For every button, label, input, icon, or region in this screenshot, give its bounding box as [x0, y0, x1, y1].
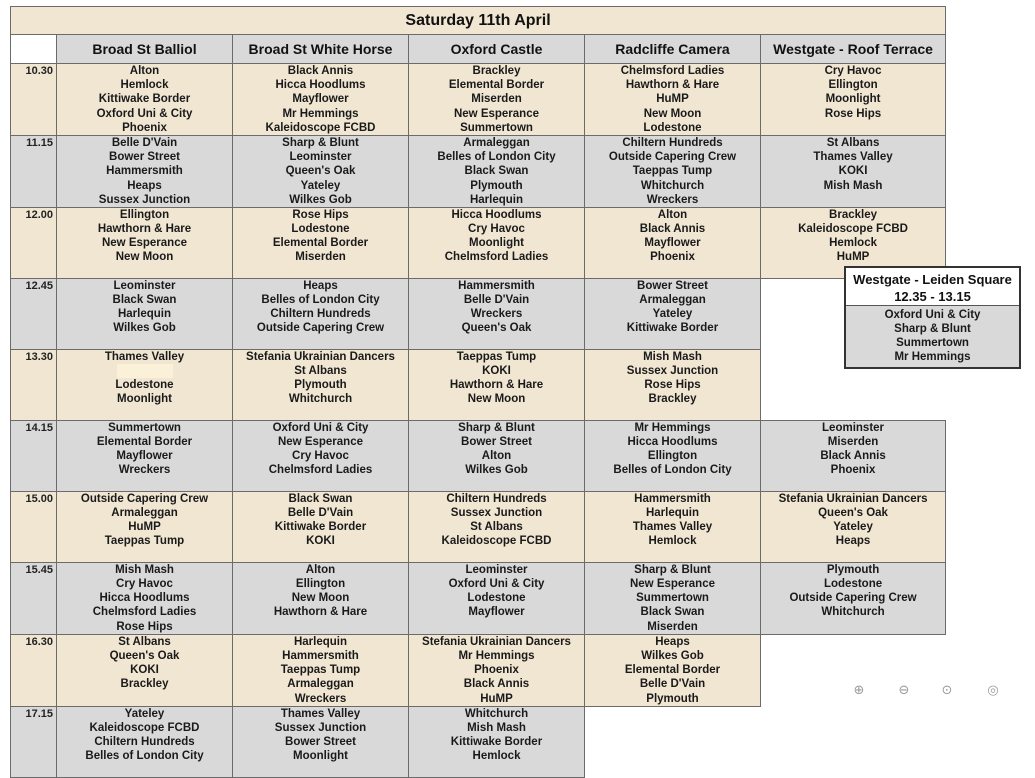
leiden-team: Mr Hemmings	[894, 351, 971, 363]
team-name: Wreckers	[646, 193, 699, 206]
dance-cell	[57, 420, 233, 491]
dance-cell	[57, 491, 233, 562]
team-name: Black Annis	[463, 678, 530, 691]
team-name: Phoenix	[122, 121, 167, 134]
team-name: Black Swan	[640, 606, 705, 619]
dance-cell	[409, 420, 585, 491]
dance-cell	[233, 706, 409, 777]
team-name: Hicca Hoodlums	[451, 208, 542, 221]
team-name: Black Swan	[288, 492, 353, 505]
venue-header: Broad St Balliol	[57, 35, 233, 64]
dance-cell	[585, 420, 761, 491]
team-name: Hawthorn & Hare	[97, 223, 192, 236]
team-name: Lodestone	[467, 592, 526, 605]
dance-cell	[585, 349, 761, 420]
team-name: Ellington	[119, 208, 170, 221]
team-name: Hemlock	[472, 750, 521, 763]
team-name: KOKI	[306, 535, 335, 548]
time-slot-row	[11, 278, 946, 349]
team-name: Whitchurch	[288, 393, 353, 406]
team-name: Stefania Ukrainian Dancers	[246, 350, 395, 363]
time-header-blank	[11, 35, 57, 64]
team-name: Mayflower	[468, 606, 525, 619]
team-name: Chiltern Hundreds	[270, 308, 371, 321]
time-slot-row	[11, 562, 946, 634]
team-name: Thames Valley	[632, 521, 713, 534]
time-slot-row	[11, 706, 946, 777]
time-slot-row	[11, 420, 946, 491]
team-name: Whitchurch	[640, 179, 705, 192]
team-name: Queen's Oak	[818, 507, 888, 520]
team-name: Bower Street	[461, 436, 532, 449]
team-name: Bower Street	[637, 279, 708, 292]
dance-cell	[409, 278, 585, 349]
team-name: Wilkes Gob	[289, 193, 352, 206]
team-name: Yateley	[833, 521, 873, 534]
dance-cell	[585, 135, 761, 207]
schedule-table	[10, 6, 946, 778]
team-name: Ellington	[647, 450, 698, 463]
team-name: Alton	[481, 450, 512, 463]
team-name: Belle D'Vain	[639, 678, 706, 691]
team-name: Rose Hips	[824, 107, 882, 120]
slot-time: 13.30	[11, 349, 57, 420]
leiden-team: Oxford Uni & City	[884, 309, 981, 321]
schedule-sheet	[10, 6, 945, 763]
team-name: Kittiwake Border	[626, 322, 719, 335]
team-name: HuMP	[480, 692, 513, 705]
team-name: Wreckers	[470, 308, 523, 321]
venue-header: Broad St White Horse	[233, 35, 409, 64]
team-name: Hammersmith	[106, 165, 183, 178]
time-slot-row	[11, 349, 946, 420]
dance-cell	[585, 64, 761, 136]
team-name: Whitchurch	[821, 606, 885, 619]
team-name: Elemental Border	[448, 79, 545, 92]
team-name: Mish Mash	[643, 350, 702, 363]
team-name: Plymouth	[646, 692, 699, 705]
team-name: Belle D'Vain	[287, 507, 354, 520]
dance-cell	[57, 706, 233, 777]
team-name: Heaps	[655, 635, 690, 648]
team-name: Bower Street	[109, 151, 180, 164]
team-name: Phoenix	[650, 251, 695, 264]
team-name: Kaleidoscope FCBD	[441, 535, 552, 548]
team-name: Leominster	[822, 421, 885, 434]
slot-time: 11.15	[11, 135, 57, 207]
team-name: Taeppas Tump	[632, 165, 713, 178]
team-name: Rose Hips	[292, 208, 349, 221]
dance-cell	[761, 420, 946, 491]
team-name: Whitchurch	[464, 707, 529, 720]
team-name: Armaleggan	[287, 678, 354, 691]
team-name: Yateley	[652, 308, 693, 321]
team-name: Leominster	[113, 279, 176, 292]
team-name: Belles of London City	[261, 294, 380, 307]
team-name: Heaps	[835, 535, 871, 548]
dance-cell	[409, 349, 585, 420]
team-name: Hemlock	[829, 237, 877, 250]
team-name: Wreckers	[294, 692, 347, 705]
leiden-team-list	[846, 306, 1019, 367]
team-name: Alton	[305, 563, 336, 576]
schedule-title: Saturday 11th April	[11, 7, 946, 35]
team-name: Lodestone	[115, 379, 174, 392]
team-name: New Moon	[291, 592, 350, 605]
time-slot-row	[11, 491, 946, 562]
team-name: KOKI	[130, 664, 159, 677]
team-name: Sharp & Blunt	[458, 421, 535, 434]
leiden-team: Summertown	[896, 337, 969, 349]
slot-time: 14.15	[11, 420, 57, 491]
dance-cell	[761, 562, 946, 634]
team-name: Kaleidoscope FCBD	[89, 721, 200, 734]
team-name: Miserden	[647, 620, 698, 633]
team-name: Miserden	[295, 251, 346, 264]
team-name: Thames Valley	[104, 350, 185, 363]
team-name: Sussex Junction	[626, 365, 719, 378]
team-name: Belles of London City	[613, 464, 732, 477]
team-name: New Esperance	[453, 107, 539, 120]
team-name: Queen's Oak	[285, 165, 356, 178]
team-name: Heaps	[303, 279, 338, 292]
team-name: New Esperance	[277, 436, 363, 449]
team-name: Phoenix	[474, 664, 519, 677]
dance-cell	[233, 349, 409, 420]
team-name: Harlequin	[117, 308, 172, 321]
team-name: Mish Mash	[823, 179, 883, 192]
time-slot-row	[11, 135, 946, 207]
leiden-time: 12.35 - 13.15	[894, 289, 971, 304]
dance-cell	[761, 135, 946, 207]
empty-cell	[585, 706, 761, 777]
team-name: Mish Mash	[467, 721, 526, 734]
zoom-toolbar	[840, 683, 1035, 700]
team-name: Mayflower	[644, 237, 701, 250]
team-name: Hemlock	[120, 79, 169, 92]
team-name: Hawthorn & Hare	[449, 379, 544, 392]
dance-cell	[409, 64, 585, 136]
slot-time: 16.30	[11, 634, 57, 706]
team-name: Hammersmith	[282, 650, 359, 662]
team-name: Hawthorn & Hare	[273, 606, 368, 619]
team-name: St Albans	[294, 365, 347, 378]
team-name: Black Swan	[464, 165, 529, 178]
team-name: Hammersmith	[634, 492, 711, 505]
zoom-reset-icon[interactable]: ⊙	[941, 683, 953, 698]
team-name: New Moon	[467, 393, 526, 406]
team-name: Bower Street	[285, 736, 356, 749]
team-name: Black Swan	[112, 294, 177, 307]
leiden-square-box	[844, 266, 1021, 369]
dance-cell	[57, 349, 233, 420]
team-name: Hammersmith	[458, 279, 535, 292]
team-name: Miserden	[471, 93, 522, 106]
team-name: Outside Capering Crew	[80, 492, 209, 505]
fit-icon[interactable]: ◎	[987, 683, 999, 698]
team-name: New Esperance	[101, 237, 187, 250]
venue-header: Radcliffe Camera	[585, 35, 761, 64]
team-name: Brackley	[648, 393, 697, 406]
dance-cell	[409, 491, 585, 562]
team-name: New Moon	[115, 251, 174, 264]
team-name: Hicca Hoodlums	[99, 592, 190, 605]
team-name: Harlequin	[293, 635, 348, 648]
time-slot-row	[11, 64, 946, 136]
team-name: Mr Hemmings	[282, 107, 359, 120]
dance-cell	[233, 491, 409, 562]
team-name: Taeppas Tump	[104, 535, 185, 548]
zoom-out-icon[interactable]: ⊖	[898, 683, 910, 698]
dance-cell	[57, 562, 233, 634]
team-name: Armaleggan	[463, 136, 530, 149]
team-name: Chelmsford Ladies	[620, 65, 725, 77]
team-name: Queen's Oak	[461, 322, 532, 335]
team-name: Outside Capering Crew	[608, 151, 737, 164]
empty-cell	[761, 706, 946, 777]
team-name: Leominster	[289, 151, 352, 164]
team-name: St Albans	[826, 136, 880, 149]
team-name: Stefania Ukrainian Dancers	[422, 635, 571, 648]
dance-cell	[57, 207, 233, 278]
team-name: Sussex Junction	[98, 193, 191, 206]
team-name: Chelmsford Ladies	[268, 464, 373, 477]
team-name: Sharp & Blunt	[634, 563, 711, 576]
dance-cell	[409, 135, 585, 207]
team-name: Mayflower	[292, 93, 349, 106]
team-name: KOKI	[838, 165, 868, 178]
team-name: Belle D'Vain	[111, 136, 178, 149]
team-name: Wilkes Gob	[465, 464, 528, 477]
team-name: Armaleggan	[639, 294, 706, 307]
team-name: Oxford Uni & City	[272, 421, 369, 434]
team-name: Oxford Uni & City	[96, 107, 193, 120]
venue-header: Westgate - Roof Terrace	[761, 35, 946, 64]
team-name: Kittiwake Border	[274, 521, 367, 534]
team-name: Mr Hemmings	[634, 421, 711, 434]
team-name: New Esperance	[629, 578, 715, 591]
dance-cell	[585, 278, 761, 349]
team-name: Belles of London City	[437, 151, 556, 164]
venue-header: Oxford Castle	[409, 35, 585, 64]
team-name: Rose Hips	[644, 379, 701, 392]
team-name: Brackley	[472, 65, 521, 77]
dance-cell	[233, 207, 409, 278]
team-name: Stefania Ukrainian Dancers	[778, 492, 928, 505]
leiden-venue: Westgate - Leiden Square	[853, 272, 1012, 287]
team-name: St Albans	[118, 635, 171, 648]
team-name: Chiltern Hundreds	[446, 492, 547, 505]
team-name: Yateley	[300, 179, 341, 192]
team-name: Cry Havoc	[116, 578, 173, 591]
slot-time: 12.00	[11, 207, 57, 278]
dance-cell	[761, 64, 946, 136]
dance-cell	[585, 634, 761, 706]
team-name: Heaps	[127, 179, 162, 192]
team-name: Taeppas Tump	[280, 664, 361, 677]
dance-cell	[585, 562, 761, 634]
team-name: Cry Havoc	[292, 450, 349, 463]
team-name: Moonlight	[469, 237, 524, 250]
team-name: Kittiwake Border	[450, 736, 543, 749]
dance-cell	[409, 634, 585, 706]
team-name: Oxford Uni & City	[448, 578, 545, 591]
team-name: KOKI	[482, 365, 511, 378]
slot-time: 17.15	[11, 706, 57, 777]
team-name: Yateley	[124, 707, 165, 720]
dance-cell	[57, 634, 233, 706]
team-name: Plymouth	[294, 379, 347, 392]
dance-cell	[233, 278, 409, 349]
team-name: Alton	[129, 65, 160, 77]
team-name: Queen's Oak	[109, 650, 180, 662]
team-name: Plymouth	[470, 179, 523, 192]
dance-cell	[233, 634, 409, 706]
team-name: Elemental Border	[624, 664, 721, 677]
team-name: St Albans	[470, 521, 523, 534]
team-name: HuMP	[836, 251, 870, 264]
team-name: Harlequin	[645, 507, 700, 520]
team-name: Cry Havoc	[468, 223, 525, 236]
dance-cell	[233, 135, 409, 207]
team-name: Belles of London City	[85, 750, 204, 763]
dance-cell	[585, 207, 761, 278]
team-name: Black Annis	[820, 450, 886, 463]
team-name: Mayflower	[116, 450, 173, 463]
team-name: Moonlight	[825, 93, 881, 106]
team-name: Lodestone	[291, 223, 350, 236]
leiden-team: Sharp & Blunt	[894, 323, 971, 335]
team-name: Mr Hemmings	[458, 650, 535, 662]
team-name: Kittiwake Border	[98, 93, 191, 106]
team-name: Outside Capering Crew	[256, 322, 385, 335]
team-name: Belle D'Vain	[463, 294, 530, 307]
slot-time: 15.00	[11, 491, 57, 562]
team-name: Elemental Border	[96, 436, 193, 449]
team-name: Harlequin	[469, 193, 524, 206]
dance-cell	[409, 562, 585, 634]
team-name: Ellington	[295, 578, 346, 591]
team-name: Black Annis	[639, 223, 706, 236]
team-name: HuMP	[128, 521, 161, 534]
team-name: Wreckers	[118, 464, 171, 477]
team-name: Cry Havoc	[824, 65, 882, 77]
team-name: Kaleidoscope FCBD	[798, 223, 908, 236]
team-name: Black Annis	[287, 65, 354, 77]
slot-time: 15.45	[11, 562, 57, 634]
team-name: Elemental Border	[272, 237, 369, 250]
team-name: Miserden	[827, 436, 879, 449]
dance-cell	[57, 278, 233, 349]
time-slot-row	[11, 634, 946, 706]
team-name: Wilkes Gob	[641, 650, 704, 662]
slot-time: 12.45	[11, 278, 57, 349]
team-name: Hawthorn & Hare	[625, 79, 720, 92]
team-name: Thames Valley	[280, 707, 361, 720]
zoom-in-icon[interactable]: ⊕	[853, 683, 865, 698]
team-name: Outside Capering Crew	[789, 592, 917, 605]
team-name: Chelmsford Ladies	[444, 251, 549, 264]
team-name: Summertown	[460, 121, 533, 134]
dance-cell	[57, 135, 233, 207]
team-name: Summertown	[108, 421, 181, 434]
dance-cell	[57, 64, 233, 136]
team-name: HuMP	[656, 93, 689, 106]
team-name: Leominster	[465, 563, 528, 576]
time-slot-row	[11, 207, 946, 278]
team-name: Brackley	[829, 208, 878, 221]
team-name: Taeppas Tump	[456, 350, 537, 363]
team-name: Hicca Hoodlums	[275, 79, 366, 92]
team-name: Moonlight	[117, 393, 172, 406]
team-name: Chiltern Hundreds	[622, 136, 723, 149]
team-name: Chelmsford Ladies	[92, 606, 197, 619]
team-name: Thames Valley	[813, 151, 893, 164]
team-name: Rose Hips	[116, 620, 173, 633]
dance-cell	[585, 491, 761, 562]
team-name: Ellington	[828, 79, 878, 92]
leiden-header	[846, 268, 1019, 306]
team-name: Lodestone	[643, 121, 702, 134]
team-name: Lodestone	[823, 578, 883, 591]
team-name: Brackley	[120, 678, 169, 691]
team-name: Hicca Hoodlums	[627, 436, 718, 449]
team-name: Sussex Junction	[274, 721, 367, 734]
team-name: Phoenix	[830, 464, 876, 477]
blank-slot	[117, 364, 173, 378]
team-name: Armaleggan	[111, 507, 178, 520]
dance-cell	[233, 64, 409, 136]
team-name: Summertown	[636, 592, 709, 605]
team-name: Moonlight	[293, 750, 348, 763]
team-name: Plymouth	[826, 563, 880, 576]
dance-cell	[233, 420, 409, 491]
team-name: Alton	[657, 208, 688, 221]
team-name: Sharp & Blunt	[282, 136, 359, 149]
dance-cell	[409, 207, 585, 278]
team-name: Sussex Junction	[450, 507, 543, 520]
dance-cell	[233, 562, 409, 634]
team-name: Chiltern Hundreds	[94, 736, 195, 749]
team-name: New Moon	[643, 107, 702, 120]
dance-cell	[409, 706, 585, 777]
team-name: Kaleidoscope FCBD	[265, 121, 376, 134]
team-name: Hemlock	[648, 535, 697, 548]
team-name: Mish Mash	[115, 563, 174, 576]
slot-time: 10.30	[11, 64, 57, 136]
dance-cell	[761, 491, 946, 562]
team-name: Wilkes Gob	[113, 322, 176, 335]
